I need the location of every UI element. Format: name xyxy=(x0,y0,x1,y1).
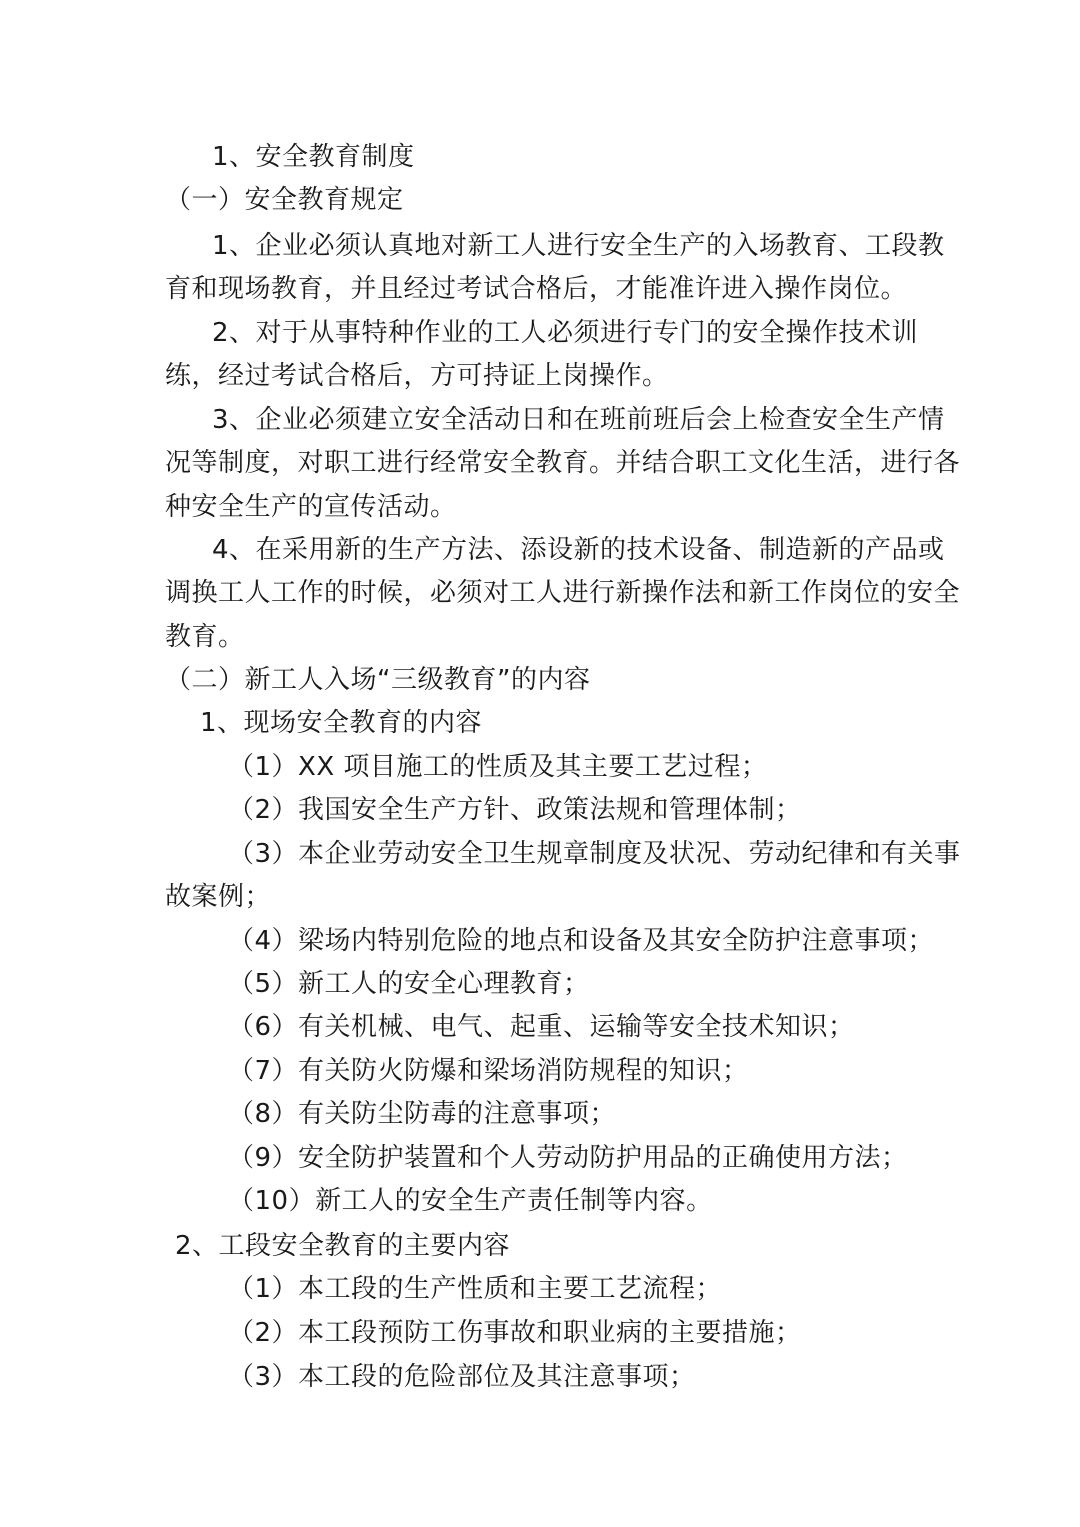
paragraph-3-line-1: 3、企业必须建立安全活动日和在班前班后会上检查安全生产情 xyxy=(212,405,945,435)
paragraph-3-line-3: 种安全生产的宣传活动。 xyxy=(165,492,457,522)
section-heading-2: （二）新工人入场“三级教育”的内容 xyxy=(165,665,591,695)
paragraph-2-line-2: 练，经过考试合格后，方可持证上岗操作。 xyxy=(165,361,669,391)
paragraph-1-line-2: 育和现场教育，并且经过考试合格后，才能准许进入操作岗位。 xyxy=(165,274,908,304)
list-item: （9）安全防护装置和个人劳动防护用品的正确使用方法； xyxy=(228,1143,908,1173)
list-item: （1）本工段的生产性质和主要工艺流程； xyxy=(228,1274,723,1304)
list-item: （6）有关机械、电气、起重、运输等安全技术知识； xyxy=(228,1012,855,1042)
subsection-heading-2: 2、工段安全教育的主要内容 xyxy=(175,1231,511,1261)
subsection-heading-1: 1、现场安全教育的内容 xyxy=(200,708,483,738)
list-item: （7）有关防火防爆和梁场消防规程的知识； xyxy=(228,1056,749,1086)
list-item: （2）我国安全生产方针、政策法规和管理体制； xyxy=(228,795,802,825)
paragraph-2-line-1: 2、对于从事特种作业的工人必须进行专门的安全操作技术训 xyxy=(212,318,919,348)
paragraph-3-line-2: 况等制度，对职工进行经常安全教育。并结合职工文化生活，进行各 xyxy=(165,448,961,478)
list-item: （8）有关防尘防毒的注意事项； xyxy=(228,1099,617,1129)
list-item-continuation: 故案例； xyxy=(165,882,272,912)
list-item: （10）新工人的安全生产责任制等内容。 xyxy=(228,1186,713,1216)
list-item: （3）本企业劳动安全卫生规章制度及状况、劳动纪律和有关事 xyxy=(228,839,961,869)
list-item: （5）新工人的安全心理教育； xyxy=(228,969,590,999)
list-item: （4）梁场内特别危险的地点和设备及其安全防护注意事项； xyxy=(228,926,935,956)
document-title: 1、安全教育制度 xyxy=(212,142,415,172)
section-heading-1: （一）安全教育规定 xyxy=(165,185,404,215)
paragraph-4-line-3: 教育。 xyxy=(165,622,245,652)
paragraph-1-line-1: 1、企业必须认真地对新工人进行安全生产的入场教育、工段教 xyxy=(212,231,945,261)
paragraph-4-line-2: 调换工人工作的时候，必须对工人进行新操作法和新工作岗位的安全 xyxy=(165,578,961,608)
list-item: （1）XX 项目施工的性质及其主要工艺过程； xyxy=(228,752,768,782)
paragraph-4-line-1: 4、在采用新的生产方法、添设新的技术设备、制造新的产品或 xyxy=(212,535,945,565)
list-item: （2）本工段预防工伤事故和职业病的主要措施； xyxy=(228,1318,802,1348)
list-item: （3）本工段的危险部位及其注意事项； xyxy=(228,1362,696,1392)
